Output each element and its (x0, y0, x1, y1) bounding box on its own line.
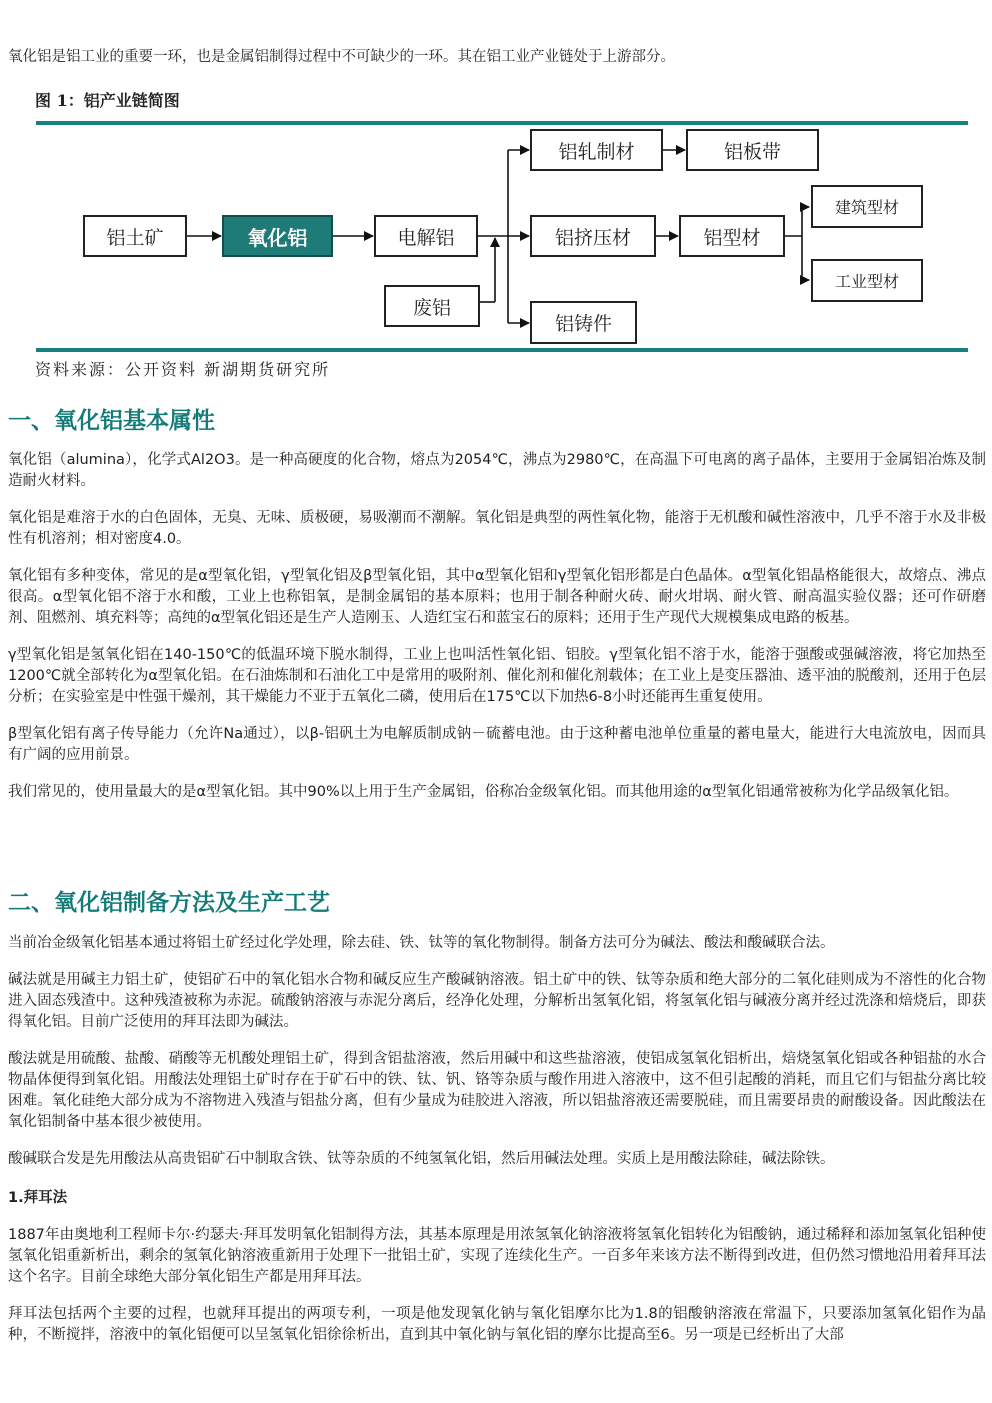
section2-subheading: 1.拜耳法 (8, 1190, 68, 1206)
node-rolled-aluminum: 铝轧制材 (530, 129, 663, 171)
node-building-profile: 建筑型材 (811, 185, 923, 228)
section1-paragraph: β型氧化铝有离子传导能力（允许Na通过），以β-铝矾土为电解质制成钠－硫蓄电池。由于这种蓄电池单位重量的蓄电量大，能进行大电流放电，因而具有广阔的应用前景。 (8, 726, 986, 763)
section2-paragraph: 酸法就是用硫酸、盐酸、硝酸等无机酸处理铝土矿，得到含铝盐溶液，然后用碱中和这些盐溶液，使铝成氢氧化铝析出，焙烧氢氧化铝或各种铝盐的水合物晶体便得到氧化铝。用酸法处理铝土矿时存在于矿石中的铁、钛、钒、铬等杂质与酸作用进入溶液中，这不但引起酸的消耗，而且它们与铝盐分离比较困难。氧化硅绝大部分成为不溶物进入残渣与铝盐分离，但有少量成为硅胶进入溶液，所以铝盐溶液还需要脱硅，而且需要昂贵的耐酸设备。因此酸法在氧化铝制备中基本很少被使用。 (8, 1051, 986, 1130)
section2-paragraph: 1887年由奥地利工程师卡尔·约瑟夫·拜耳发明氧化铝制得方法，其基本原理是用浓氢氧化钠溶液将氢氧化铝转化为铝酸钠，通过稀释和添加氢氧化铝种使氢氧化铝重新析出，剩余的氢氧化钠溶液重新用于处理下一批铝土矿，实现了连续化生产。一百多年来该方法不断得到改进，但仍然习惯地沿用着拜耳法这个名字。目前全球绝大部分氧化铝生产都是用拜耳法。 (8, 1227, 986, 1285)
aluminum-chain-diagram (36, 124, 968, 354)
figure-source: 资料来源：公开资料 新湖期货研究所 (35, 360, 331, 379)
node-scrap-aluminum: 废铝 (384, 285, 480, 327)
section1-paragraph: γ型氧化铝是氢氧化铝在140-150℃的低温环境下脱水制得，工业上也叫活性氧化铝、铝胶。γ型氧化铝不溶于水，能溶于强酸或强碱溶液，将它加热至1200℃就全部转化为α型氧化铝。在石油炼制和石油化工中是常用的吸附剂、催化剂和催化剂载体；在工业上是变压器油、透平油的脱酸剂，还用于色层分析；在实验室是中性强干燥剂，其干燥能力不亚于五氧化二磷，使用后在175℃以下加热6-8小时还能再生重复使用。 (8, 647, 986, 705)
section2-body (8, 933, 986, 1362)
section1-paragraph: 氧化铝（alumina），化学式Al2O3。是一种高硬度的化合物，熔点为2054℃，沸点为2980℃，在高温下可电离的离子晶体，主要用于金属铝冶炼及制造耐火材料。 (8, 452, 986, 489)
node-electrolytic-aluminum: 电解铝 (374, 215, 478, 257)
section2-paragraph: 拜耳法包括两个主要的过程，也就拜耳提出的两项专利，一项是他发现氧化钠与氧化铝摩尔比为1.8的铝酸钠溶液在常温下，只要添加氢氧化铝作为晶种，不断搅拌，溶液中的氧化铝便可以呈氢氧化铝徐徐析出，直到其中氧化钠与氧化铝的摩尔比提高至6。另一项是已经析出了大部 (8, 1306, 986, 1343)
section2-paragraph: 酸碱联合发是先用酸法从高贵铝矿石中制取含铁、钛等杂质的不纯氢氧化铝，然后用碱法处理。实质上是用酸法除硅，碱法除铁。 (8, 1151, 835, 1167)
node-alumina: 氧化铝 (222, 215, 333, 257)
section1-paragraph: 氧化铝是难溶于水的白色固体，无臭、无味、质极硬，易吸潮而不潮解。氧化铝是典型的两性氧化物，能溶于无机酸和碱性溶液中，几乎不溶于水及非极性有机溶剂；相对密度4.0。 (8, 510, 986, 547)
node-aluminum-profile: 铝型材 (679, 215, 785, 257)
figure-bottom-rule (36, 348, 968, 352)
section2-heading: 二、氧化铝制备方法及生产工艺 (8, 890, 330, 916)
section1-paragraph: 我们常见的，使用量最大的是α型氧化铝。其中90%以上用于生产金属铝，俗称冶金级氧化铝。而其他用途的α型氧化铝通常被称为化学品级氧化铝。 (8, 784, 959, 800)
node-industrial-profile: 工业型材 (811, 259, 923, 302)
node-aluminum-casting: 铝铸件 (530, 301, 637, 344)
node-extruded-aluminum: 铝挤压材 (530, 215, 656, 257)
intro-paragraph: 氧化铝是铝工业的重要一环，也是金属铝制得过程中不可缺少的一环。其在铝工业产业链处于上游部分。 (8, 49, 675, 65)
figure-title: 图 1：铝产业链简图 (35, 91, 180, 110)
section1-paragraph: 氧化铝有多种变体，常见的是α型氧化铝，γ型氧化铝及β型氧化铝，其中α型氧化铝和γ型氧化铝形都是白色晶体。α型氧化铝晶格能很大，故熔点、沸点很高。α型氧化铝不溶于水和酸，工业上也称铝氧，是制金属铝的基本原料；也用于制各种耐火砖、耐火坩埚、耐火管、耐高温实验仪器；还可作研磨剂、阻燃剂、填充料等；高纯的α型氧化铝还是生产人造刚玉、人造红宝石和蓝宝石的原料；还用于生产现代大规模集成电路的板基。 (8, 568, 986, 626)
section2-paragraph: 当前冶金级氧化铝基本通过将铝土矿经过化学处理，除去硅、铁、钛等的氧化物制得。制备方法可分为碱法、酸法和酸碱联合法。 (8, 935, 835, 951)
section1-body (8, 450, 986, 819)
node-bauxite: 铝土矿 (83, 215, 187, 257)
section1-heading: 一、氧化铝基本属性 (8, 408, 215, 434)
section2-paragraph: 碱法就是用碱主力铝土矿，使铝矿石中的氧化铝水合物和碱反应生产酸碱钠溶液。铝土矿中的铁、钛等杂质和绝大部分的二氧化硅则成为不溶性的化合物进入固态残渣中。这种残渣被称为赤泥。硫酸钠溶液与赤泥分离后，经净化处理，分解析出氢氧化铝，将氢氧化铝与碱液分离并经过洗涤和焙烧后，即获得氧化铝。目前广泛使用的拜耳法即为碱法。 (8, 972, 986, 1030)
node-aluminum-sheet: 铝板带 (686, 129, 819, 171)
